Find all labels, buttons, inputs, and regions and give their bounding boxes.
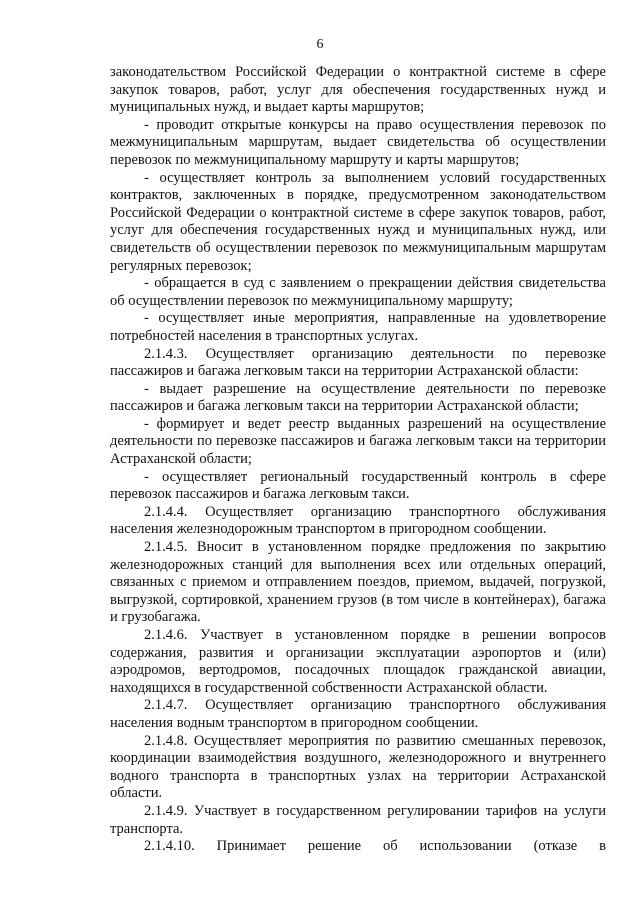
clause-paragraph: 2.1.4.4. Осуществляет организацию транспортного обслуживания населения железнодорожным транспортом в пригородном сообщении. (110, 503, 606, 538)
list-item: - осуществляет региональный государственный контроль в сфере перевозок пассажиров и багажа легковым такси. (110, 468, 606, 503)
clause-paragraph: 2.1.4.3. Осуществляет организацию деятельности по перевозке пассажиров и багажа легковым такси на территории Астраханской области: (110, 345, 606, 380)
list-item: - обращается в суд с заявлением о прекращении действия свидетельства об осуществлении перевозок по межмуниципальному маршруту; (110, 275, 606, 309)
clause-paragraph: 2.1.4.9. Участвует в государственном регулировании тарифов на услуги транспорта. (110, 802, 606, 837)
clause-paragraph: 2.1.4.5. Вносит в установленном порядке предложения по закрытию железнодорожных станций для выполнения всех или отдельных операций, связанных с приемом и отправлением поездов, приемом, выдачей, погрузкой, выгрузкой, сортировкой, хранением грузов (в том числе в контейнерах), багажа и грузобагажа. (110, 539, 606, 626)
clause-paragraph: 2.1.4.8. Осуществляет мероприятия по развитию смешанных перевозок, координации взаимодействия воздушного, железнодорожного и внутреннего водного транспорта в транспортных узлах на территории Астраханской области. (110, 732, 606, 802)
list-item: - осуществляет контроль за выполнением условий государственных контрактов, заключенных в порядке, предусмотренном законодательством Российской Федерации о контрактной системе в сфере закупок товаров, работ, услуг для обеспечения государственных нужд и муниципальных нужд, или свидетельств об осуществлении перевозок по межмуниципальным маршрутам регулярных перевозок; (110, 169, 606, 274)
paragraph: законодательством Российской Федерации о контрактной системе в сфере закупок товаров, работ, услуг для обеспечения государственных нужд и муниципальных нужд, и выдает карты маршрутов; (110, 64, 606, 116)
document-body (110, 64, 606, 856)
list-item: - проводит открытые конкурсы на право осуществления перевозок по межмуниципальным маршрутам, выдает свидетельства об осуществлении перевозок по межмуниципальному маршруту и карты маршрутов; (110, 116, 606, 168)
clause-paragraph: 2.1.4.10. Принимает решение об использовании (отказе в (144, 838, 606, 855)
clause-paragraph: 2.1.4.7. Осуществляет организацию транспортного обслуживания населения водным транспортом в пригородном сообщении. (110, 697, 606, 731)
list-item: - осуществляет иные мероприятия, направленные на удовлетворение потребностей населения в транспортных услугах. (110, 310, 606, 344)
list-item: - выдает разрешение на осуществление деятельности по перевозке пассажиров и багажа легковым такси на территории Астраханской области; (110, 380, 606, 415)
page-number: 6 (316, 37, 324, 52)
list-item: - формирует и ведет реестр выданных разрешений на осуществление деятельности по перевозке пассажиров и багажа легковым такси на территории Астраханской области; (110, 415, 606, 468)
clause-paragraph: 2.1.4.6. Участвует в установленном порядке в решении вопросов содержания, развития и организации эксплуатации аэропортов и (или) аэродромов, вертодромов, посадочных площадок гражданской авиации, находящихся в государственной собственности Астраханской области. (110, 627, 606, 696)
